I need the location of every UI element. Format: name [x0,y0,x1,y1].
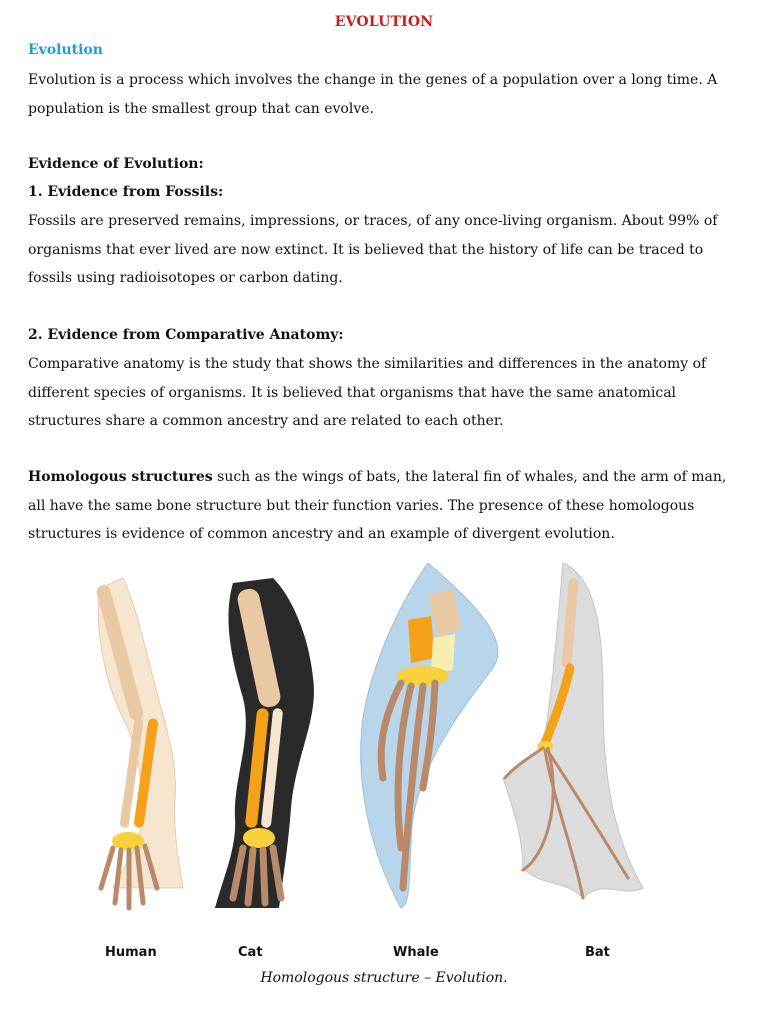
label-whale: Whale [393,945,439,960]
anatomy-paragraph: Comparative anatomy is the study that shows the similarities and differences in the anatomy of different species of organisms. It is believed that organisms that have the same anatomical structures share a common ancestry and are related to each other. [28,356,707,429]
label-cat: Cat [238,945,263,960]
homologous-term: Homologous structures [28,469,213,485]
whale-fin-illustration [361,563,498,960]
homologous-rest: such as the wings of bats, the lateral fin of whales, and the arm of man, all have the same bone structure but their function varies. The presence of these homologous structures is evidence of common ancestry and an example of divergent evolution. [28,469,727,542]
fossils-heading: 1. Evidence from Fossils: [28,184,224,200]
evidence-heading: Evidence of Evolution: [28,156,204,172]
anatomy-heading: 2. Evidence from Comparative Anatomy: [28,327,344,343]
intro-paragraph: Evolution is a process which involves the change in the genes of a population over a long time. A population is the smallest group that can evolve. [28,72,718,117]
bat-wing-illustration [503,563,643,960]
homologous-paragraph [28,463,743,549]
page-title: EVOLUTION [334,14,434,30]
label-bat: Bat [585,945,610,960]
label-human: Human [105,945,157,960]
fossils-paragraph: Fossils are preserved remains, impressions, or traces, of any once-living organism. About 99% of organisms that ever lived are now extinct. It is believed that the history of life can be traced to fossils using radioisotopes or carbon dating. [28,213,718,286]
human-arm-illustration [95,578,183,960]
figure-caption: Homologous structure – Evolution. [260,970,508,986]
homologous-structures-figure [83,558,665,968]
section-heading-evolution: Evolution [28,42,103,58]
cat-leg-illustration [215,578,314,960]
